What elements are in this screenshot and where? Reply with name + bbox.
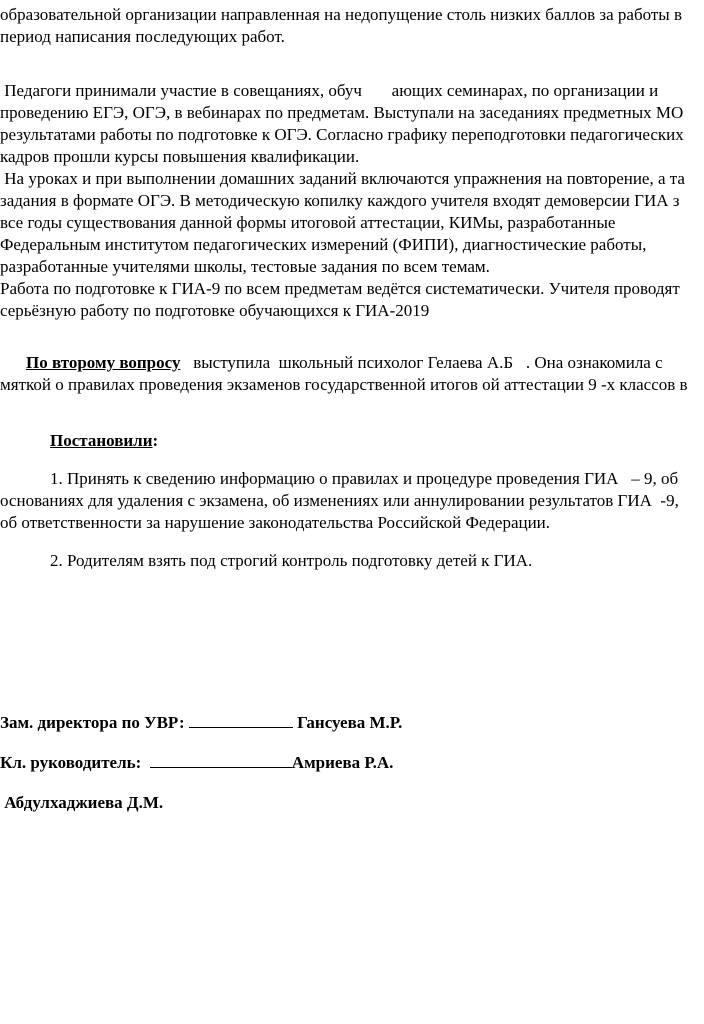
signature-third: Абдулхаджиева Д.М.	[0, 793, 164, 812]
signature-teacher-name: Амриева Р.А.	[291, 753, 394, 772]
teachers-line: результатами работы по подготовке к ОГЭ. Согласно графику переподготовки педагогических	[0, 125, 684, 144]
signature-teacher	[0, 752, 393, 774]
resolved-heading	[50, 430, 158, 452]
signature-deputy	[0, 712, 402, 734]
second-question-line	[26, 352, 663, 374]
signature-teacher-label: Кл. руководитель:	[0, 753, 150, 772]
intro-line: образовательной организации направленная на недопущение столь низких баллов за работы в	[0, 5, 683, 24]
lessons-line: разработанные учителями школы, тестовые задания по всем темам.	[0, 257, 490, 276]
second-question-line: мяткой о правилах проведения экзаменов государственной итогов ой аттестации 9 -х классов в	[0, 375, 688, 394]
lessons-line: задания в формате ОГЭ. В методическую копилку каждого учителя входят демоверсии ГИА з	[0, 191, 680, 210]
second-question-label: По второму вопросу	[26, 353, 181, 372]
resolved-item: об ответственности за нарушение законодательства Российской Федерации.	[0, 513, 551, 532]
teachers-line: Педагоги принимали участие в совещаниях, обуч ающих семинарах, по организации и	[0, 81, 659, 100]
teachers-line: проведению ЕГЭ, ОГЭ, в вебинарах по предметам. Выступали на заседаниях предметных МО	[0, 103, 684, 122]
lessons-line: Работа по подготовке к ГИА-9 по всем предметам ведётся систематически. Учителя проводят	[0, 279, 680, 298]
intro-line: период написания последующих работ.	[0, 27, 285, 46]
lessons-line: На уроках и при выполнении домашних заданий включаются упражнения на повторение, а та	[0, 169, 685, 188]
lessons-line: все годы существования данной формы итоговой аттестации, КИМы, разработанные	[0, 213, 616, 232]
lessons-line: серьёзную работу по подготовке обучающихся к ГИА-2019	[0, 301, 430, 320]
signature-deputy-name: Гансуева М.Р.	[292, 713, 403, 732]
signature-line	[189, 713, 293, 728]
resolved-colon: :	[152, 431, 159, 450]
lessons-line: Федеральным институтом педагогических измерений (ФИПИ), диагностические работы,	[0, 235, 647, 254]
signature-deputy-label: Зам. директора по УВР:	[0, 713, 189, 732]
resolved-item: основаниях для удаления с экзамена, об изменениях или аннулировании результатов ГИА -9,	[0, 491, 679, 510]
resolved-label: Постановили	[50, 431, 153, 450]
resolved-item: 2. Родителям взять под строгий контроль подготовку детей к ГИА.	[50, 551, 533, 570]
teachers-line: кадров прошли курсы повышения квалификации.	[0, 147, 360, 166]
resolved-item: 1. Принять к сведению информацию о правилах и процедуре проведения ГИА – 9, об	[50, 469, 679, 488]
second-question-text: выступила школьный психолог Гелаева А.Б . Она ознакомила с	[180, 353, 663, 372]
signature-line	[150, 753, 292, 768]
